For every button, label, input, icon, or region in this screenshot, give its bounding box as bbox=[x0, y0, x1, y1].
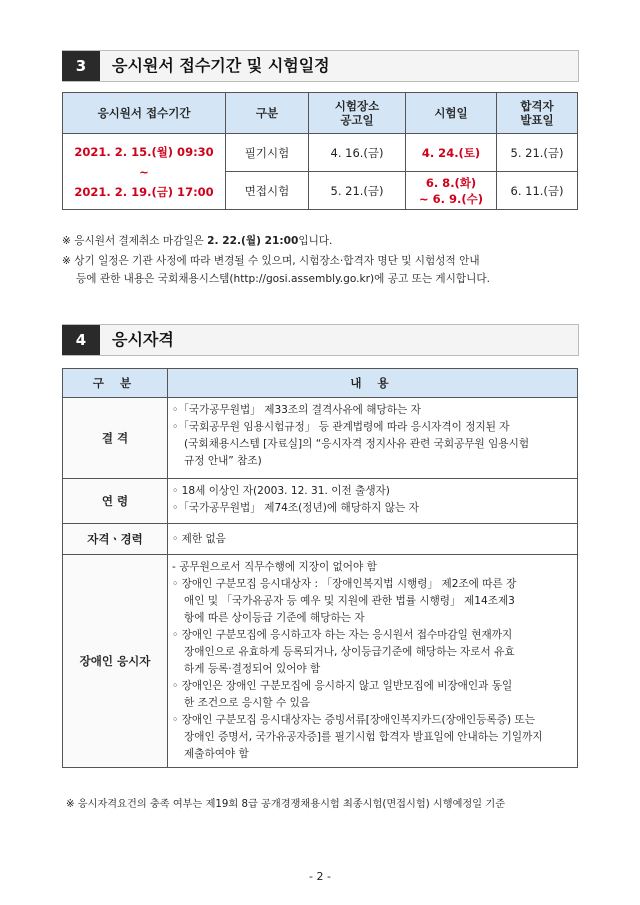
written-exam-result: 5. 21.(금) bbox=[497, 134, 578, 172]
interview-date bbox=[406, 172, 497, 210]
header-category: 구 분 bbox=[63, 369, 168, 398]
written-exam-type: 필기시험 bbox=[226, 134, 309, 172]
interview-date-end: ~ 6. 9.(수) bbox=[418, 191, 483, 206]
header-content: 내 용 bbox=[168, 369, 578, 398]
interview-date-start: 6. 8.(화) bbox=[425, 175, 477, 190]
header-venue-notice: 시험장소 공고일 bbox=[309, 93, 406, 134]
eligibility-footnote: ※ 응시자격요건의 충족 여부는 제19회 8급 공개경쟁채용시험 최종시험(면접시험) 시행예정일 기준 bbox=[66, 799, 506, 810]
page-number: - 2 - bbox=[309, 870, 331, 883]
disabled-applicant-content: - 공무원으로서 직무수행에 지장이 없어야 함 ◦ 장애인 구분모집 응시대상자 : 「장애인복지법 시행령」 제2조에 따른 장 애인 및 「국가유공자 등 예우 및 지원에 관한 법률 시행령」 제14조제3 항에 따른 상이등급 기준에 해당하는 자 ◦ 장애인 구분모집에 응시하고자 하는 자는 응시원서 접수마감일 현재까지 장애인으로 유효하게 등록되거나, 상이등급기준에 해당하는 자로서 유효 하게 등록·결정되어 있어야 함 ◦ 장애인은 장애인 구분모집에 응시하지 않고 일반모집에 비장애인과 동일 한 조건으로 응시할 수 있음 ◦ 장애인 구분모집 응시대상자는 증빙서류[장애인복지카드(장애인등록증) 또는 장애인 증명서, 국가유공자증]를 필기시험 합격자 발표일에 안내하는 기일까지 제출하여야 함 bbox=[168, 555, 578, 768]
period-tilde: ~ bbox=[139, 164, 149, 179]
disqualification-label: 결 격 bbox=[63, 398, 168, 479]
disabled-applicant-label: 장애인 응시자 bbox=[63, 555, 168, 768]
period-start: 2021. 2. 15.(월) 09:30 bbox=[74, 144, 214, 159]
eligibility-table bbox=[62, 368, 578, 768]
header-result-date: 합격자 발표일 bbox=[497, 93, 578, 134]
period-end: 2021. 2. 19.(금) 17:00 bbox=[74, 184, 214, 199]
section-4-header bbox=[62, 324, 579, 356]
cancel-deadline-note: ※ 응시원서 결제취소 마감일은 2. 22.(월) 21:00입니다. bbox=[62, 235, 333, 247]
written-exam-notice: 4. 16.(금) bbox=[309, 134, 406, 172]
age-content: ◦ 18세 이상인 자(2003. 12. 31. 이전 출생자) ◦「국가공무원법」 제74조(정년)에 해당하지 않는 자 bbox=[168, 479, 578, 524]
header-exam-date: 시험일 bbox=[406, 93, 497, 134]
interview-type: 면접시험 bbox=[226, 172, 309, 210]
schedule-change-note: ※ 상기 일정은 기관 사정에 따라 변경될 수 있으며, 시험장소·합격자 명단 및 시험성적 안내 등에 관한 내용은 국회채용시스템(http://gosi.assembly.go.kr)에 공고 또는 게시합니다. bbox=[62, 255, 490, 285]
section-3-title: 응시원서 접수기간 및 시험일정 bbox=[112, 56, 330, 75]
qualification-content: ◦ 제한 없음 bbox=[168, 524, 578, 555]
section-3-number: 3 bbox=[62, 51, 100, 81]
header-application-period: 응시원서 접수기간 bbox=[63, 93, 226, 134]
schedule-table bbox=[62, 92, 578, 210]
section-3-header bbox=[62, 50, 579, 82]
age-label: 연 령 bbox=[63, 479, 168, 524]
written-exam-date: 4. 24.(토) bbox=[406, 134, 497, 172]
interview-notice: 5. 21.(금) bbox=[309, 172, 406, 210]
section-4-title: 응시자격 bbox=[112, 330, 174, 349]
application-period-cell bbox=[63, 134, 226, 210]
qualification-label: 자격ㆍ경력 bbox=[63, 524, 168, 555]
cancel-deadline: 2. 22.(월) 21:00 bbox=[207, 235, 299, 247]
header-type: 구분 bbox=[226, 93, 309, 134]
interview-result: 6. 11.(금) bbox=[497, 172, 578, 210]
disqualification-content: ◦「국가공무원법」 제33조의 결격사유에 해당하는 자 ◦「국회공무원 임용시험규정」 등 관계법령에 따라 응시자격이 정지된 자 (국회채용시스템 [자료실]의 “응시자격 정지사유 관련 국회공무원 임용시험 규정 안내” 참조) bbox=[168, 398, 578, 479]
section-4-number: 4 bbox=[62, 325, 100, 355]
